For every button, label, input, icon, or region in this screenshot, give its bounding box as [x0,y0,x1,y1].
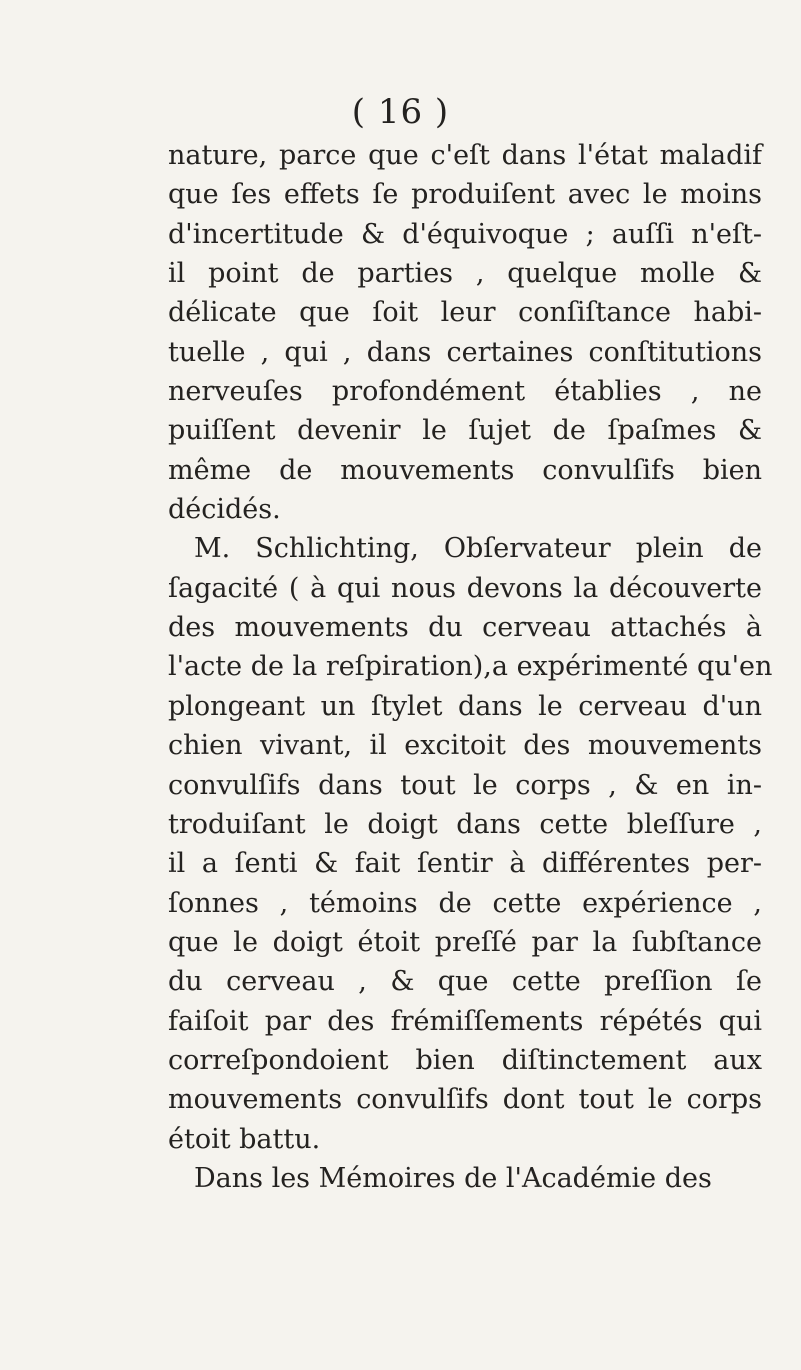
text-line: du cerveau , & que cette preſſion ſe [168,966,762,998]
text-line: d'incertitude & d'équivoque ; auſſi n'eſt- [168,218,762,250]
body-text [168,136,773,1198]
text-line: il a ſenti & fait ſentir à différentes per- [168,848,762,880]
text-line: correſpondoient bien diſtinctement aux [168,1044,762,1076]
text-line: nature, parce que c'eſt dans l'état maladif [168,140,762,171]
text-line: chien vivant, il excitoit des mouvements [168,730,762,762]
text-line: il point de parties , quelque molle & [168,258,762,290]
text-line: des mouvements du cerveau attachés à [168,612,762,644]
text-line: même de mouvements convulſifs bien [168,454,762,486]
text-line: décidés. [168,494,281,526]
text-line: que ſes effets ſe produiſent avec le moins [168,179,762,211]
text-line: plongeant un ſtylet dans le cerveau d'un [168,690,762,722]
text-line: convulſifs dans tout le corps , & en in- [168,769,762,801]
text-line: que le doigt étoit preſſé par la ſubſtance [168,926,762,958]
text-line: mouvements convulſifs dont tout le corps [168,1084,762,1116]
text-line: tuelle , qui , dans certaines conſtitutions [168,336,762,368]
text-line: Dans les Mémoires de l'Académie des [194,1162,712,1194]
text-line: délicate que ſoit leur conſiſtance habi- [168,297,762,329]
text-line: nerveuſes profondément établies , ne [168,376,762,408]
text-line: faiſoit par des frémiſſements répétés qui [168,1005,762,1037]
page-number: ( 16 ) [351,92,450,132]
text-line: étoit battu. [168,1123,321,1155]
text-line: ſonnes , témoins de cette expérience , [168,887,762,919]
text-line: puiſſent devenir le ſujet de ſpaſmes & [168,415,762,447]
text-line: M. Schlichting, Obſervateur plein de [194,533,762,565]
text-line: troduiſant le doigt dans cette bleſſure , [168,808,762,840]
text-line: l'acte de la reſpiration),a expérimenté qu'en [168,651,773,683]
text-line: ſagacité ( à qui nous devons la découverte [168,572,762,604]
